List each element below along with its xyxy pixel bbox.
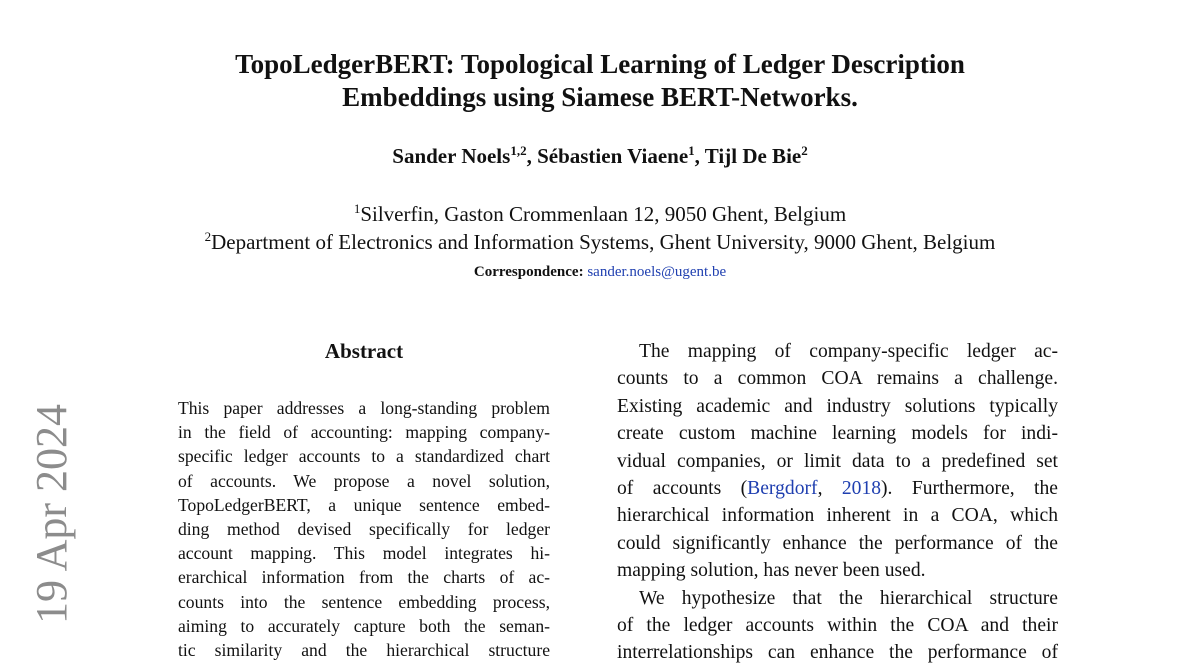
author-separator: , bbox=[526, 144, 538, 168]
title-line: Embeddings using Siamese BERT-Networks. bbox=[342, 82, 858, 112]
introduction-column bbox=[617, 338, 1058, 667]
intro-line: counts to a common COA remains a challenge. bbox=[617, 368, 1058, 390]
author-name: Sébastien Viaene bbox=[537, 144, 689, 168]
intro-line: create custom machine learning models for indi- bbox=[617, 423, 1058, 445]
intro-text: , bbox=[817, 478, 842, 500]
abstract-line: counts into the sentence embedding process, bbox=[178, 591, 550, 612]
intro-line: We hypothesize that the hierarchical structure bbox=[639, 587, 1058, 609]
intro-citation-line bbox=[617, 475, 1058, 502]
affiliation-mark: 1 bbox=[353, 201, 361, 216]
intro-text: ). Furthermore, the bbox=[881, 478, 1058, 500]
abstract-line: aiming to accurately capture both the seman- bbox=[178, 615, 550, 636]
intro-line: of the ledger accounts within the COA and their bbox=[617, 615, 1058, 637]
intro-line: The mapping of company-specific ledger ac- bbox=[639, 341, 1058, 362]
correspondence-email-link[interactable]: sander.noels@ugent.be bbox=[587, 264, 727, 280]
abstract-body bbox=[178, 396, 550, 662]
correspondence-label: Correspondence: bbox=[473, 264, 584, 280]
abstract-line: in the field of accounting: mapping company- bbox=[178, 422, 550, 443]
abstract-line: tic similarity and the hierarchical structure bbox=[178, 640, 550, 661]
author-separator: , bbox=[694, 144, 705, 168]
citation-link[interactable]: Bergdorf bbox=[747, 478, 818, 500]
author-affiliation-mark: 2 bbox=[801, 143, 808, 158]
author-affiliation-mark: 1 bbox=[688, 143, 695, 158]
intro-line: mapping solution, has never been used. bbox=[617, 560, 926, 582]
abstract-line: ding method devised specifically for ledger bbox=[178, 519, 550, 540]
abstract-heading: Abstract bbox=[324, 339, 404, 363]
title-line: TopoLedgerBERT: Topological Learning of Ledger Description bbox=[235, 49, 965, 79]
affiliation bbox=[0, 228, 1200, 256]
affiliation-text: Silverfin, Gaston Crommenlaan 12, 9050 Ghent, Belgium bbox=[360, 202, 847, 226]
intro-line: interrelationships can enhance the performance of bbox=[617, 642, 1058, 664]
intro-line: could significantly enhance the performance of the bbox=[617, 532, 1058, 554]
abstract-line: erarchical information from the charts of ac- bbox=[178, 567, 550, 588]
intro-line: hierarchical information inherent in a COA, which bbox=[617, 505, 1058, 527]
abstract-line: specific ledger accounts to a standardized chart bbox=[178, 446, 550, 467]
abstract-line: account mapping. This model integrates hi- bbox=[178, 543, 550, 564]
affiliation bbox=[0, 200, 1200, 228]
citation-year-link[interactable]: 2018 bbox=[841, 478, 882, 500]
affiliation-mark: 2 bbox=[204, 229, 212, 244]
correspondence bbox=[0, 262, 1200, 282]
author-list bbox=[0, 142, 1200, 170]
abstract-line: This paper addresses a long-standing problem bbox=[178, 398, 550, 418]
author-name: Tijl De Bie bbox=[704, 144, 802, 168]
abstract-line: of accounts. We propose a novel solution, bbox=[178, 470, 550, 491]
author-affiliation-mark: 1,2 bbox=[510, 143, 527, 158]
intro-text: of accounts ( bbox=[617, 478, 748, 500]
intro-line: Existing academic and industry solutions typically bbox=[617, 395, 1058, 417]
intro-line: vidual companies, or limit data to a predefined set bbox=[617, 450, 1058, 472]
author-name: Sander Noels bbox=[392, 144, 511, 168]
affiliation-text: Department of Electronics and Information Systems, Ghent University, 9000 Ghent, Belgium bbox=[211, 230, 996, 254]
abstract-line: TopoLedgerBERT, a unique sentence embed- bbox=[178, 494, 550, 515]
arxiv-date-stamp: 19 Apr 2024 bbox=[27, 404, 76, 624]
paper-title bbox=[0, 48, 1200, 114]
